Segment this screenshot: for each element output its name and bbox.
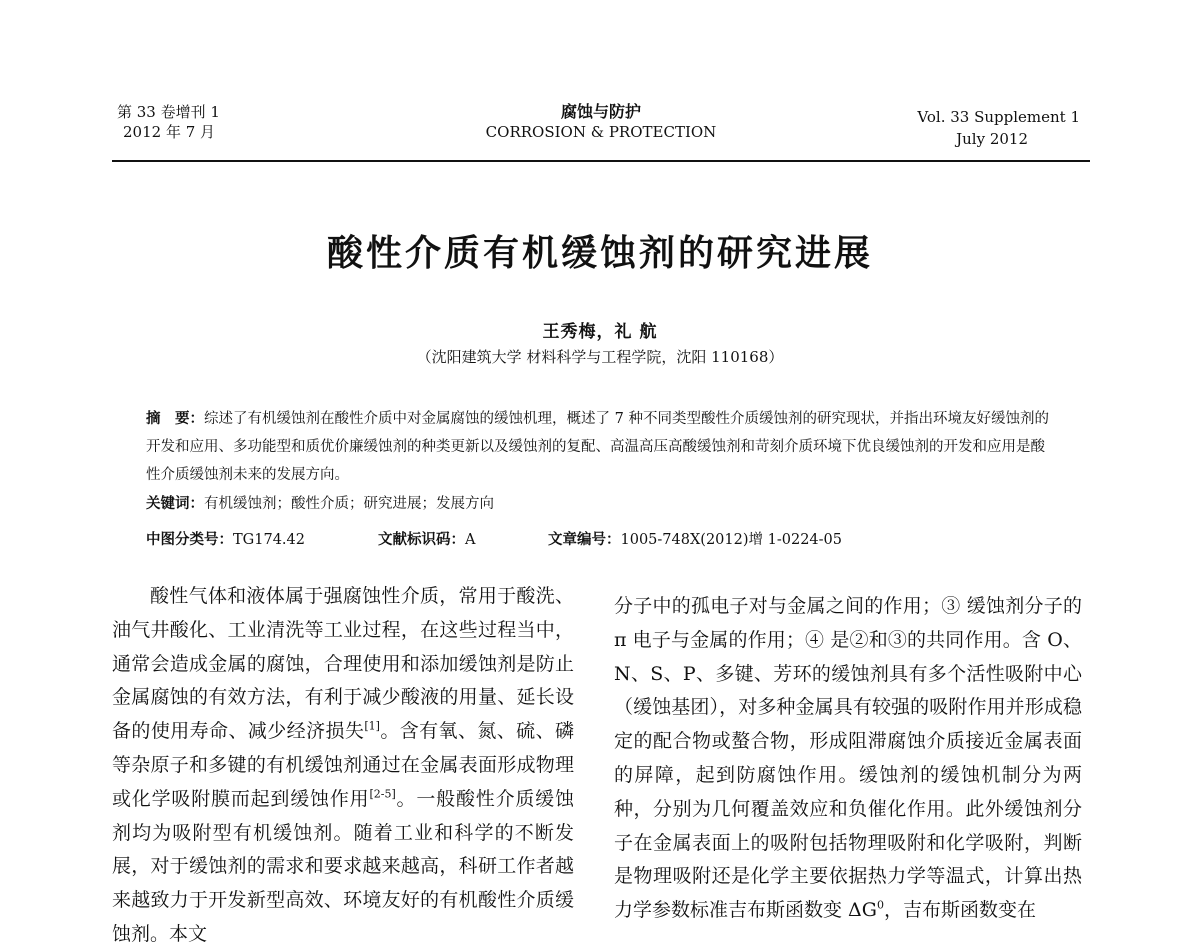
clc-value: TG174.42: [233, 532, 305, 548]
header-center: [470, 102, 732, 142]
right-text-2: ，吉布斯函数变在: [883, 899, 1036, 922]
body-column-left: [112, 580, 574, 952]
doc-code: [378, 526, 548, 554]
keywords: [146, 490, 1056, 518]
article-number-label: 文章编号：: [548, 532, 621, 548]
left-text-2: 。含有氧、氮、硫、磷等杂原子和多键的有机缓蚀剂通过在金属表面形成物理或化学吸附膜而起到缓蚀作用: [112, 720, 574, 810]
date-en: July 2012: [956, 130, 1028, 148]
left-text-1: 酸性气体和液体属于强腐蚀性介质，常用于酸洗、油气井酸化、工业清洗等工业过程，在这些过程当中，通常会造成金属的腐蚀，合理使用和添加缓蚀剂是防止金属腐蚀的有效方法，有利于减少酸液的用量、延长设备的使用寿命、减少经济损失: [112, 585, 574, 743]
article-number-value: 1005-748X(2012)增 1-0224-05: [620, 532, 843, 548]
abstract-text: 综述了有机缓蚀剂在酸性介质中对金属腐蚀的缓蚀机理，概述了 7 种不同类型酸性介质缓蚀剂的研究现状，并指出环境友好缓蚀剂的开发和应用、多功能型和质优价廉缓蚀剂的种类更新以及缓蚀剂的复配、高温高压高酸缓蚀剂和苛刻介质环境下优良缓蚀剂的开发和应用是酸性介质缓蚀剂未来的发展方向。: [146, 411, 1049, 483]
doc-code-value: A: [465, 532, 476, 548]
citation-2-5[interactable]: [2-5]: [369, 787, 396, 801]
header-left: [117, 102, 220, 142]
abstract: [146, 405, 1056, 489]
journal-name-cn: 腐蚀与防护: [560, 102, 641, 121]
authors: 王秀梅，礼 航: [542, 322, 658, 342]
doc-code-label: 文献标识码：: [378, 532, 465, 548]
volume-en: Vol. 33 Supplement 1: [917, 108, 1080, 126]
classification-line: [146, 526, 1056, 554]
gibbs-superscript: 0: [876, 898, 884, 912]
keywords-text: 有机缓蚀剂；酸性介质；研究进展；发展方向: [204, 496, 494, 512]
header-right: [880, 106, 1080, 150]
article-title: 酸性介质有机缓蚀剂的研究进展: [326, 233, 873, 274]
body-column-right: [614, 590, 1082, 928]
date-cn: 2012 年 7 月: [123, 123, 216, 141]
affiliation: （沈阳建筑大学 材料科学与工程学院，沈阳 110168）: [416, 348, 784, 366]
keywords-label: 关键词：: [146, 496, 204, 512]
abstract-label: 摘 要：: [146, 411, 204, 427]
citation-1[interactable]: [1]: [364, 719, 380, 733]
journal-name-en: CORROSION & PROTECTION: [485, 123, 717, 141]
clc-number: [146, 526, 378, 554]
right-text-1: 分子中的孤电子对与金属之间的作用；③ 缓蚀剂分子的 π 电子与金属的作用；④ 是②和③的共同作用。含 O、N、S、P、多键、芳环的缓蚀剂具有多个活性吸附中心（缓蚀基团），对多种金属具有较强的吸附作用并形成稳定的配合物或螯合物，形成阻滞腐蚀介质接近金属表面的屏障，起到防腐蚀作用。缓蚀剂的缓蚀机制分为两种，分别为几何覆盖效应和负催化作用。此外缓蚀剂分子在金属表面上的吸附包括物理吸附和化学吸附，判断是物理吸附还是化学主要依据热力学等温式，计算出热力学参数标准吉布斯函数变 ΔG: [614, 595, 1082, 922]
left-text-3: 。一般酸性介质缓蚀剂均为吸附型有机缓蚀剂。随着工业和科学的不断发展，对于缓蚀剂的需求和要求越来越高，科研工作者越来越致力于开发新型高效、环境友好的有机酸性介质缓蚀剂。本文: [112, 787, 574, 945]
clc-label: 中图分类号：: [146, 532, 233, 548]
volume-cn: 第 33 卷增刊 1: [117, 103, 220, 121]
article-number: [548, 526, 842, 554]
header-rule: [112, 160, 1090, 162]
